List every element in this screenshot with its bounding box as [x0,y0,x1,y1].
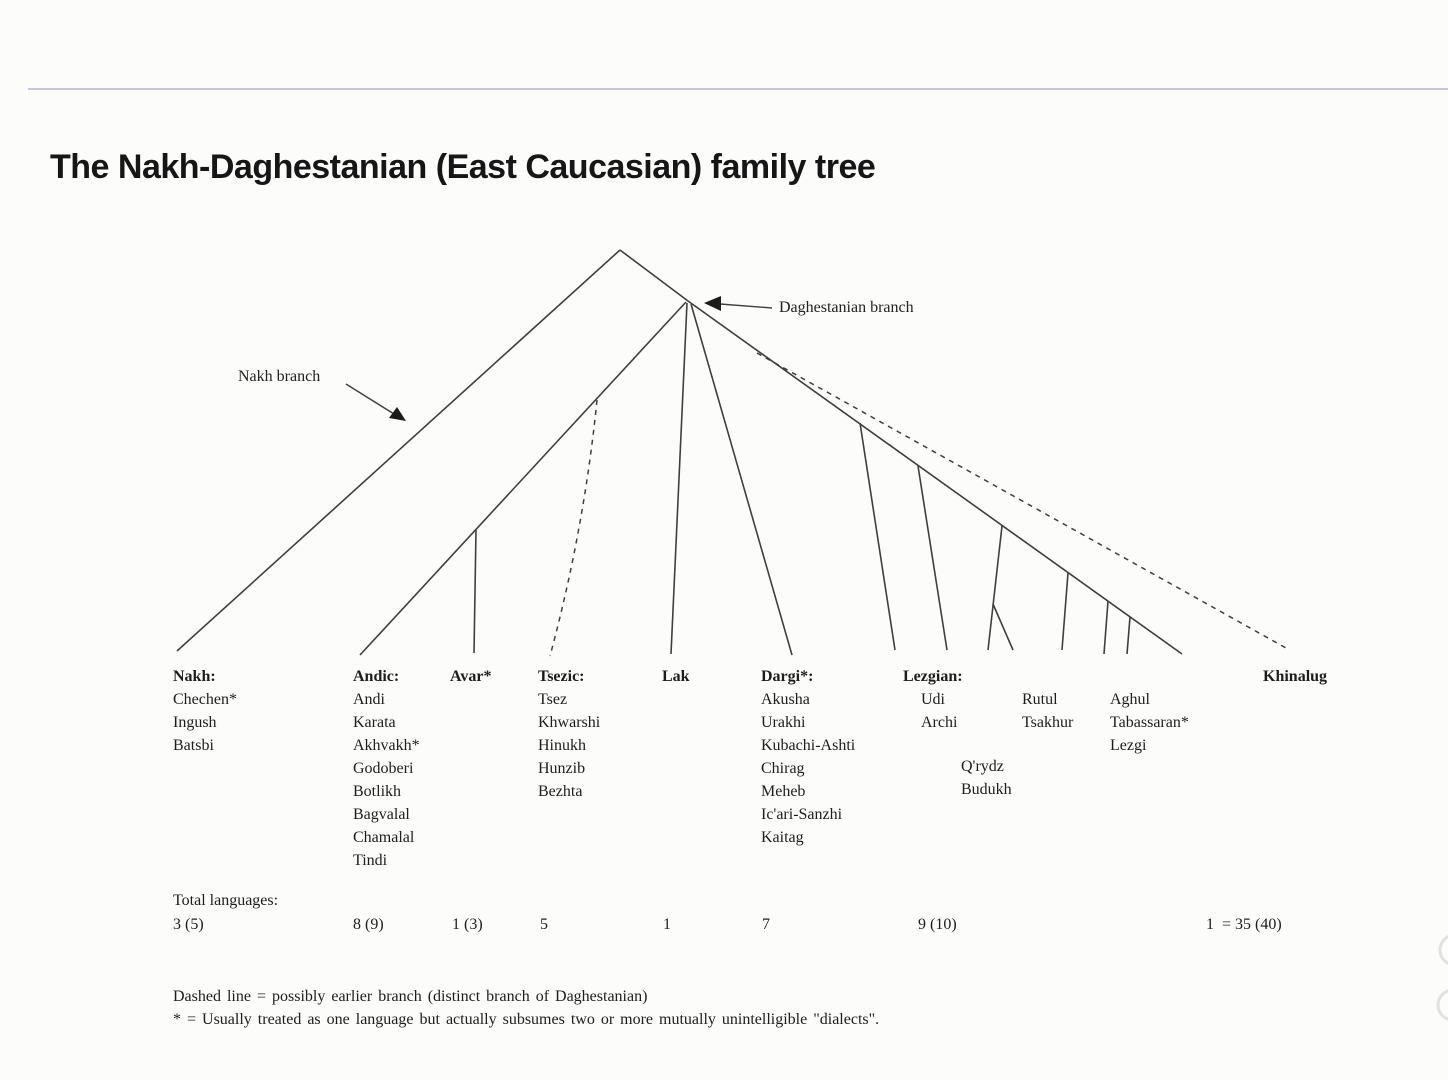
language-item: Bezhta [538,783,583,800]
group-avar [450,665,491,688]
total-andic: 8 (9) [353,916,384,933]
total-lezgian: 9 (10) [918,916,957,933]
tree-edge-rutul [1062,573,1068,650]
page-title: The Nakh-Daghestanian (East Caucasian) family tree [50,148,876,186]
language-item: Tindi [353,852,388,869]
tree-edge-dargi [691,304,792,655]
language-item: Akhvakh* [353,737,420,754]
group-khinalug [1263,665,1327,688]
language-item: Tabassaran* [1110,714,1189,731]
tree-edge-avar [474,530,476,653]
group-andic [353,665,420,872]
language-item: Hunzib [538,760,586,777]
daghestanian-branch-arrow-line [720,304,772,308]
language-item: Kubachi-Ashti [761,737,856,754]
edge-artifact-icon [1440,935,1448,965]
footnote-asterisk: * = Usually treated as one language but actually subsumes two or more mutually unintelligible "dialects". [173,1011,880,1028]
total-tsezic: 5 [540,916,548,933]
group-header: Tsezic: [538,668,585,685]
language-item: Aghul [1110,691,1150,708]
total-dargi: 7 [762,916,770,933]
language-item: Godoberi [353,760,414,777]
language-item: Tsakhur [1022,714,1074,731]
language-item: Lezgi [1110,737,1147,754]
language-item: Bagvalal [353,806,410,823]
language-item: Hinukh [538,737,586,754]
total-lak: 1 [663,916,671,933]
language-item: Udi [921,691,945,708]
language-item: Budukh [961,781,1012,798]
tree-edge-aghul [1127,617,1130,654]
group-tsezic [538,665,600,803]
group-header: Lak [662,668,690,685]
group-lezgian-subgroup-c [1022,688,1073,734]
language-item: Akusha [761,691,810,708]
edge-artifact-icon [1438,990,1448,1020]
language-item: Ic'ari-Sanzhi [761,806,843,823]
total-nakh: 3 (5) [173,916,204,933]
language-item: Archi [921,714,958,731]
language-item: Rutul [1022,691,1058,708]
language-item: Q'rydz [961,758,1004,775]
nakh-branch-arrowhead [389,407,406,421]
group-header: Nakh: [173,668,216,685]
language-item: Batsbi [173,737,214,754]
tree-edge-tsezic-dashed [550,400,597,656]
totals-label: Total languages: [173,892,279,909]
tree-edge-udi [860,423,895,650]
group-header: Lezgian: [903,668,963,685]
tree-edge-andic [360,302,686,655]
language-item: Meheb [761,783,806,800]
language-item: Chechen* [173,691,237,708]
tree-edge-archi [918,466,947,650]
language-item: Botlikh [353,783,402,800]
tree-edge-khinalug-dashed [757,353,1286,648]
group-header: Andic: [353,668,400,685]
footnotes [173,985,879,1031]
group-lak [662,665,690,688]
language-item: Chamalal [353,829,415,846]
group-lezgian-subgroup-b [961,755,1012,801]
group-header: Dargi*: [761,668,814,685]
tree-edge-tsakhur [1104,601,1108,654]
nakh-branch-arrow-line [346,384,394,414]
daghestanian-branch-arrowhead [704,296,721,311]
total-avar: 1 (3) [452,916,483,933]
language-item: Urakhi [761,714,806,731]
group-header: Avar* [450,668,492,685]
language-item: Ingush [173,714,217,731]
footnote-dashed-line: Dashed line = possibly earlier branch (distinct branch of Daghestanian) [173,988,648,1005]
group-dargi [761,665,855,849]
nakh-branch-annotation: Nakh branch [238,368,321,385]
total-khinalug-and-sum: 1 = 35 (40) [1206,916,1282,933]
language-item: Tsez [538,691,568,708]
group-lezgian-subgroup-a [921,688,957,734]
daghestanian-branch-annotation: Daghestanian branch [779,299,914,316]
language-item: Chirag [761,760,805,777]
tree-edge-qrydz [988,526,1002,650]
language-item: Andi [353,691,385,708]
group-lezgian-subgroup-d [1110,688,1189,757]
language-item: Kaitag [761,829,804,846]
language-item: Karata [353,714,396,731]
group-lezgian [903,665,963,688]
group-header: Khinalug [1263,668,1328,685]
tree-edge-lak [671,303,687,654]
language-item: Khwarshi [538,714,601,731]
tree-edge-budukh [993,604,1013,650]
group-nakh [173,665,237,757]
tree-edge-nakh [177,250,620,651]
